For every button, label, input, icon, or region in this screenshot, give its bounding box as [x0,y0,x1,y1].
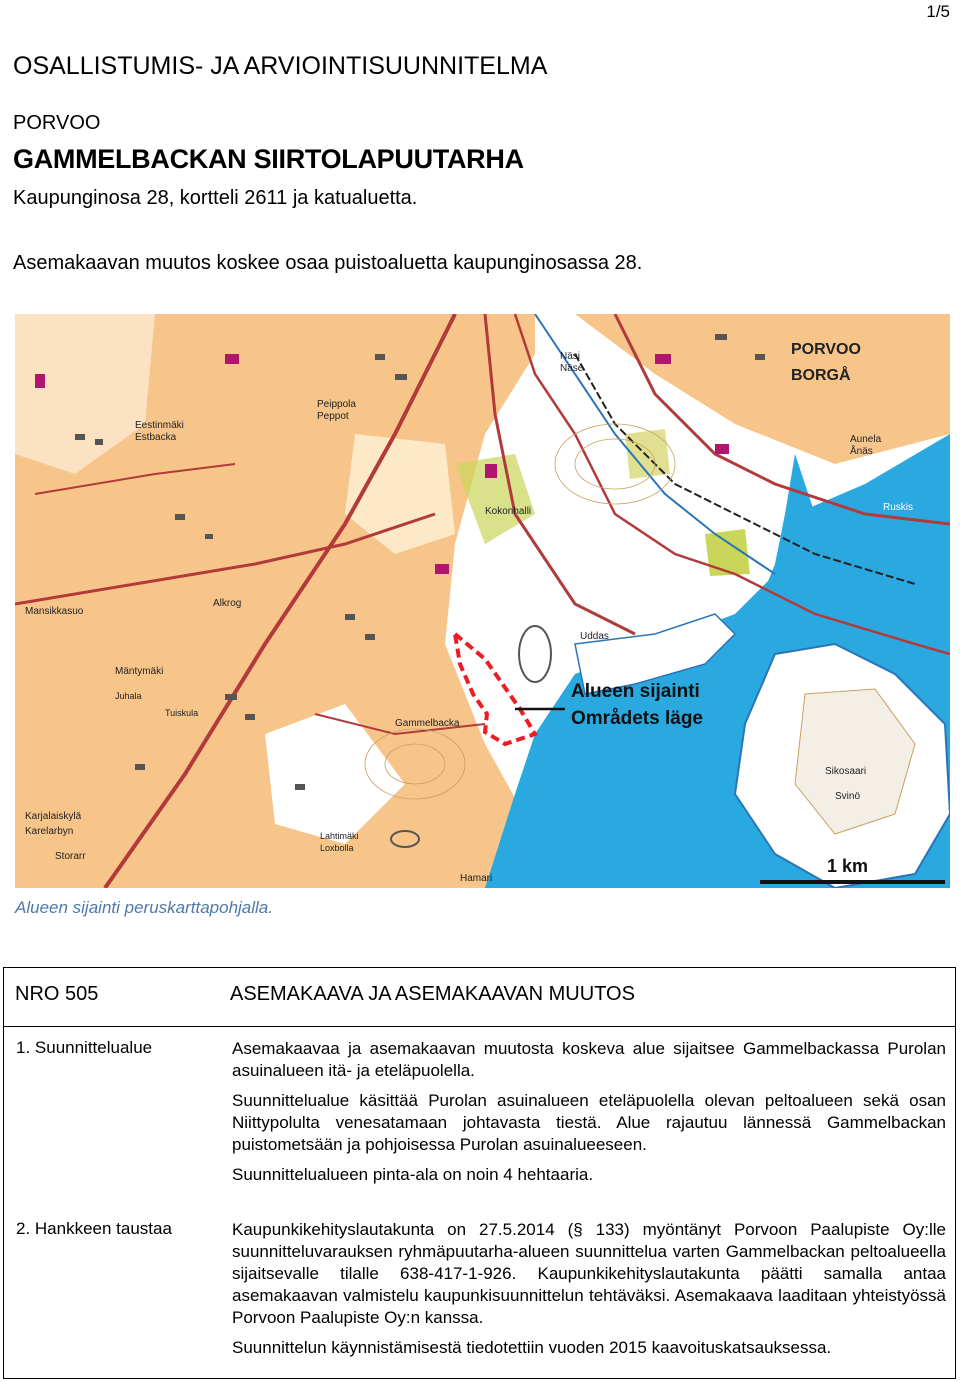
map-label-gammelbacka: Gammelbacka [395,718,460,729]
intro-text: Asemakaavan muutos koskee osaa puistoaluetta kaupunginosassa 28. [13,252,643,274]
page-number: 1/5 [926,2,950,21]
row-label-planning-area: 1. Suunnittelualue [16,1038,153,1057]
map-label-storarr: Storarr [55,851,86,862]
paragraph: Kaupunkikehityslautakunta on 27.5.2014 (§ 133) myöntänyt Porvoon Paalupiste Oy:lle suunnitteluvarauksen ryhmäpuutarha-alueen suunnittelua varten Gammelbackan peltoalueella sijaitsevalle tilalle 638-417-1-926. Kaupunkikehityslautakunta päätti samalla antaa asemakaavan valmistelu kaupunkisuunnittelun tehtäväksi. Asemakaava laaditaan yhteistyössä Porvoon Paalupiste Oy:n kanssa. [232,1220,946,1327]
map-label-loxbolla: Loxbolla [320,843,354,853]
map-label-scale: 1 km [827,856,869,876]
map-label-mantymaki: Mäntymäki [115,666,164,677]
paragraph: Suunnittelun käynnistämisestä tiedotettiin vuoden 2015 kaavoituskatsauksessa. [232,1338,832,1357]
map-label-svino: Svinö [835,791,861,802]
map-label-tuiskula: Tuiskula [165,708,199,718]
city-name: PORVOO [13,112,101,134]
map-label-peippola: Peippola [317,399,356,410]
map-label-aunela: Aunela [850,434,882,445]
paragraph: Suunnittelualue käsittää Purolan asuinalueen eteläpuolella olevan peltoalueen sekä osan Niittypolulta venesatamaan johtavasta tiestä. Alue rajautuu lännessä Gammelbackan puistometsään ja pohjoisessa Purolan asuinalueeseen. [232,1091,946,1154]
map-label-karjalaiskyla: Karjalaiskylä [25,811,82,822]
map-label-karelarbyn: Karelarbyn [25,826,74,837]
paragraph: Asemakaavaa ja asemakaavan muutosta koskeva alue sijaitsee Gammelbackassa Purolan asuinalueen itä- ja eteläpuolella. [232,1039,946,1080]
location-map [15,314,950,888]
plan-table [3,967,956,1379]
map-label-lahtimaki: Lahtimäki [320,831,359,841]
map-label-ruskis: Ruskis [883,502,914,513]
map-label-eestinmaki: Eestinmäki [135,420,184,431]
map-label-naset: Näse [560,363,584,374]
map-label-sikosaari: Sikosaari [825,766,867,777]
map-label-location-sv: Områdets läge [571,708,703,729]
row-label-background: 2. Hankkeen taustaa [16,1219,172,1238]
table-divider [4,1026,955,1027]
paragraph: Suunnittelualueen pinta-ala on noin 4 hehtaaria. [232,1165,594,1184]
map-label-mansikkasuo: Mansikkasuo [25,606,84,617]
map-label-borga: BORGÅ [791,367,851,384]
map-label-peppot: Peppot [317,411,349,422]
map-label-uddas: Uddas [580,631,609,642]
map-caption: Alueen sijainti peruskarttapohjalla. [15,898,273,917]
map-label-alkrog: Alkrog [213,598,242,609]
map-label-location-fi: Alueen sijainti [571,681,700,702]
map-label-estbacka: Estbacka [135,432,177,443]
plan-number: NRO 505 [15,983,99,1005]
document-title: OSALLISTUMIS- JA ARVIOINTISUUNNITELMA [13,52,548,80]
map-label-juhala: Juhala [115,691,142,701]
map-label-annas: Ånäs [850,446,873,457]
row-text-background [232,1219,946,1367]
map-label-porvoo: PORVOO [791,341,861,358]
plan-subtitle: Kaupunginosa 28, kortteli 2611 ja katualuetta. [13,187,418,209]
row-text-planning-area [232,1038,946,1194]
plan-name: GAMMELBACKAN SIIRTOLAPUUTARHA [13,144,524,174]
map-label-nasi: Näsi [560,351,581,362]
map-label-hamari: Hamari [460,873,493,884]
table-heading: ASEMAKAAVA JA ASEMAKAAVAN MUUTOS [230,983,635,1005]
map-label-kokonhalli: Kokonhalli [485,506,532,517]
